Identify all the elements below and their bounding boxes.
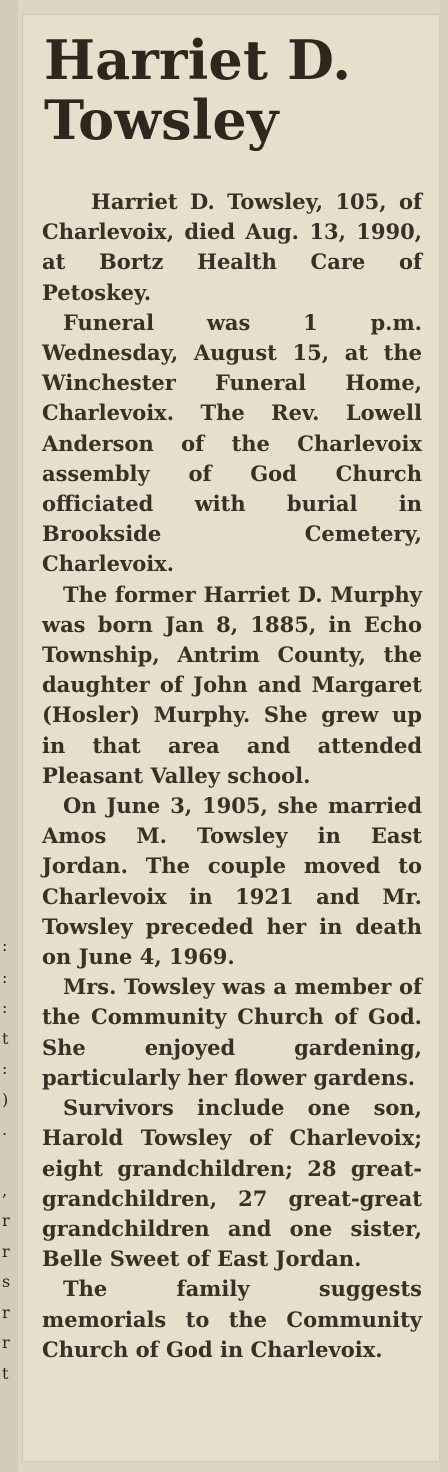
paragraph-community: Mrs. Towsley was a member of the Community Church of God. She enjoyed gardening, particularly her flower gardens.: [42, 974, 422, 1090]
edge-fragment: r: [2, 1211, 10, 1230]
edge-fragment: ): [2, 1090, 9, 1109]
paragraph-memorials: The family suggests memorials to the Community Church of God in Charlevoix.: [42, 1276, 422, 1362]
headline-line-1: Harriet D.: [44, 28, 352, 92]
edge-fragment: ,: [2, 1181, 8, 1200]
edge-fragment: :: [2, 968, 8, 987]
paragraph-marriage: On June 3, 1905, she married Amos M. Towsley in East Jordan. The couple moved to Charlevoix in 1921 and Mr. Towsley preceded her in death on June 4, 1969.: [42, 793, 422, 970]
edge-fragment: r: [2, 1303, 10, 1322]
edge-fragment: s: [2, 1272, 11, 1291]
edge-fragment: t: [2, 1029, 9, 1048]
edge-fragment: :: [2, 936, 8, 955]
edge-fragment: :: [2, 998, 8, 1017]
paragraph-death-notice: Harriet D. Towsley, 105, of Charlevoix, died Aug. 13, 1990, at Bortz Health Care of Petoskey.: [42, 189, 422, 305]
paragraph-biography: The former Harriet D. Murphy was born Jan 8, 1885, in Echo Township, Antrim County, the daughter of John and Margaret (Hosler) Murphy. She grew up in that area and attended Pleasant Valley school.: [42, 581, 422, 788]
edge-fragment: r: [2, 1333, 10, 1352]
paragraph-survivors: Survivors include one son, Harold Towsley of Charlevoix; eight grandchildren; 28 great-grandchildren, 27 great-great grandchildren and one sister, Belle Sweet of East Jordan.: [42, 1095, 422, 1272]
paragraph-funeral: Funeral was 1 p.m. Wednesday, August 15, at the Winchester Funeral Home, Charlevoix. The Rev. Lowell Anderson of the Charlevoix assembly of God Church officiated with burial in Brookside Cemetery, Charlevoix.: [42, 309, 422, 577]
headline-line-2: Towsley: [44, 88, 279, 152]
edge-fragment: t: [2, 1364, 9, 1383]
edge-fragment: :: [2, 1059, 8, 1078]
obituary-headline: [44, 30, 414, 150]
obituary-body: [42, 187, 422, 1365]
adjacent-column-strip-right: [440, 0, 448, 1472]
edge-fragment: .: [2, 1120, 8, 1139]
edge-fragment: r: [2, 1242, 10, 1261]
